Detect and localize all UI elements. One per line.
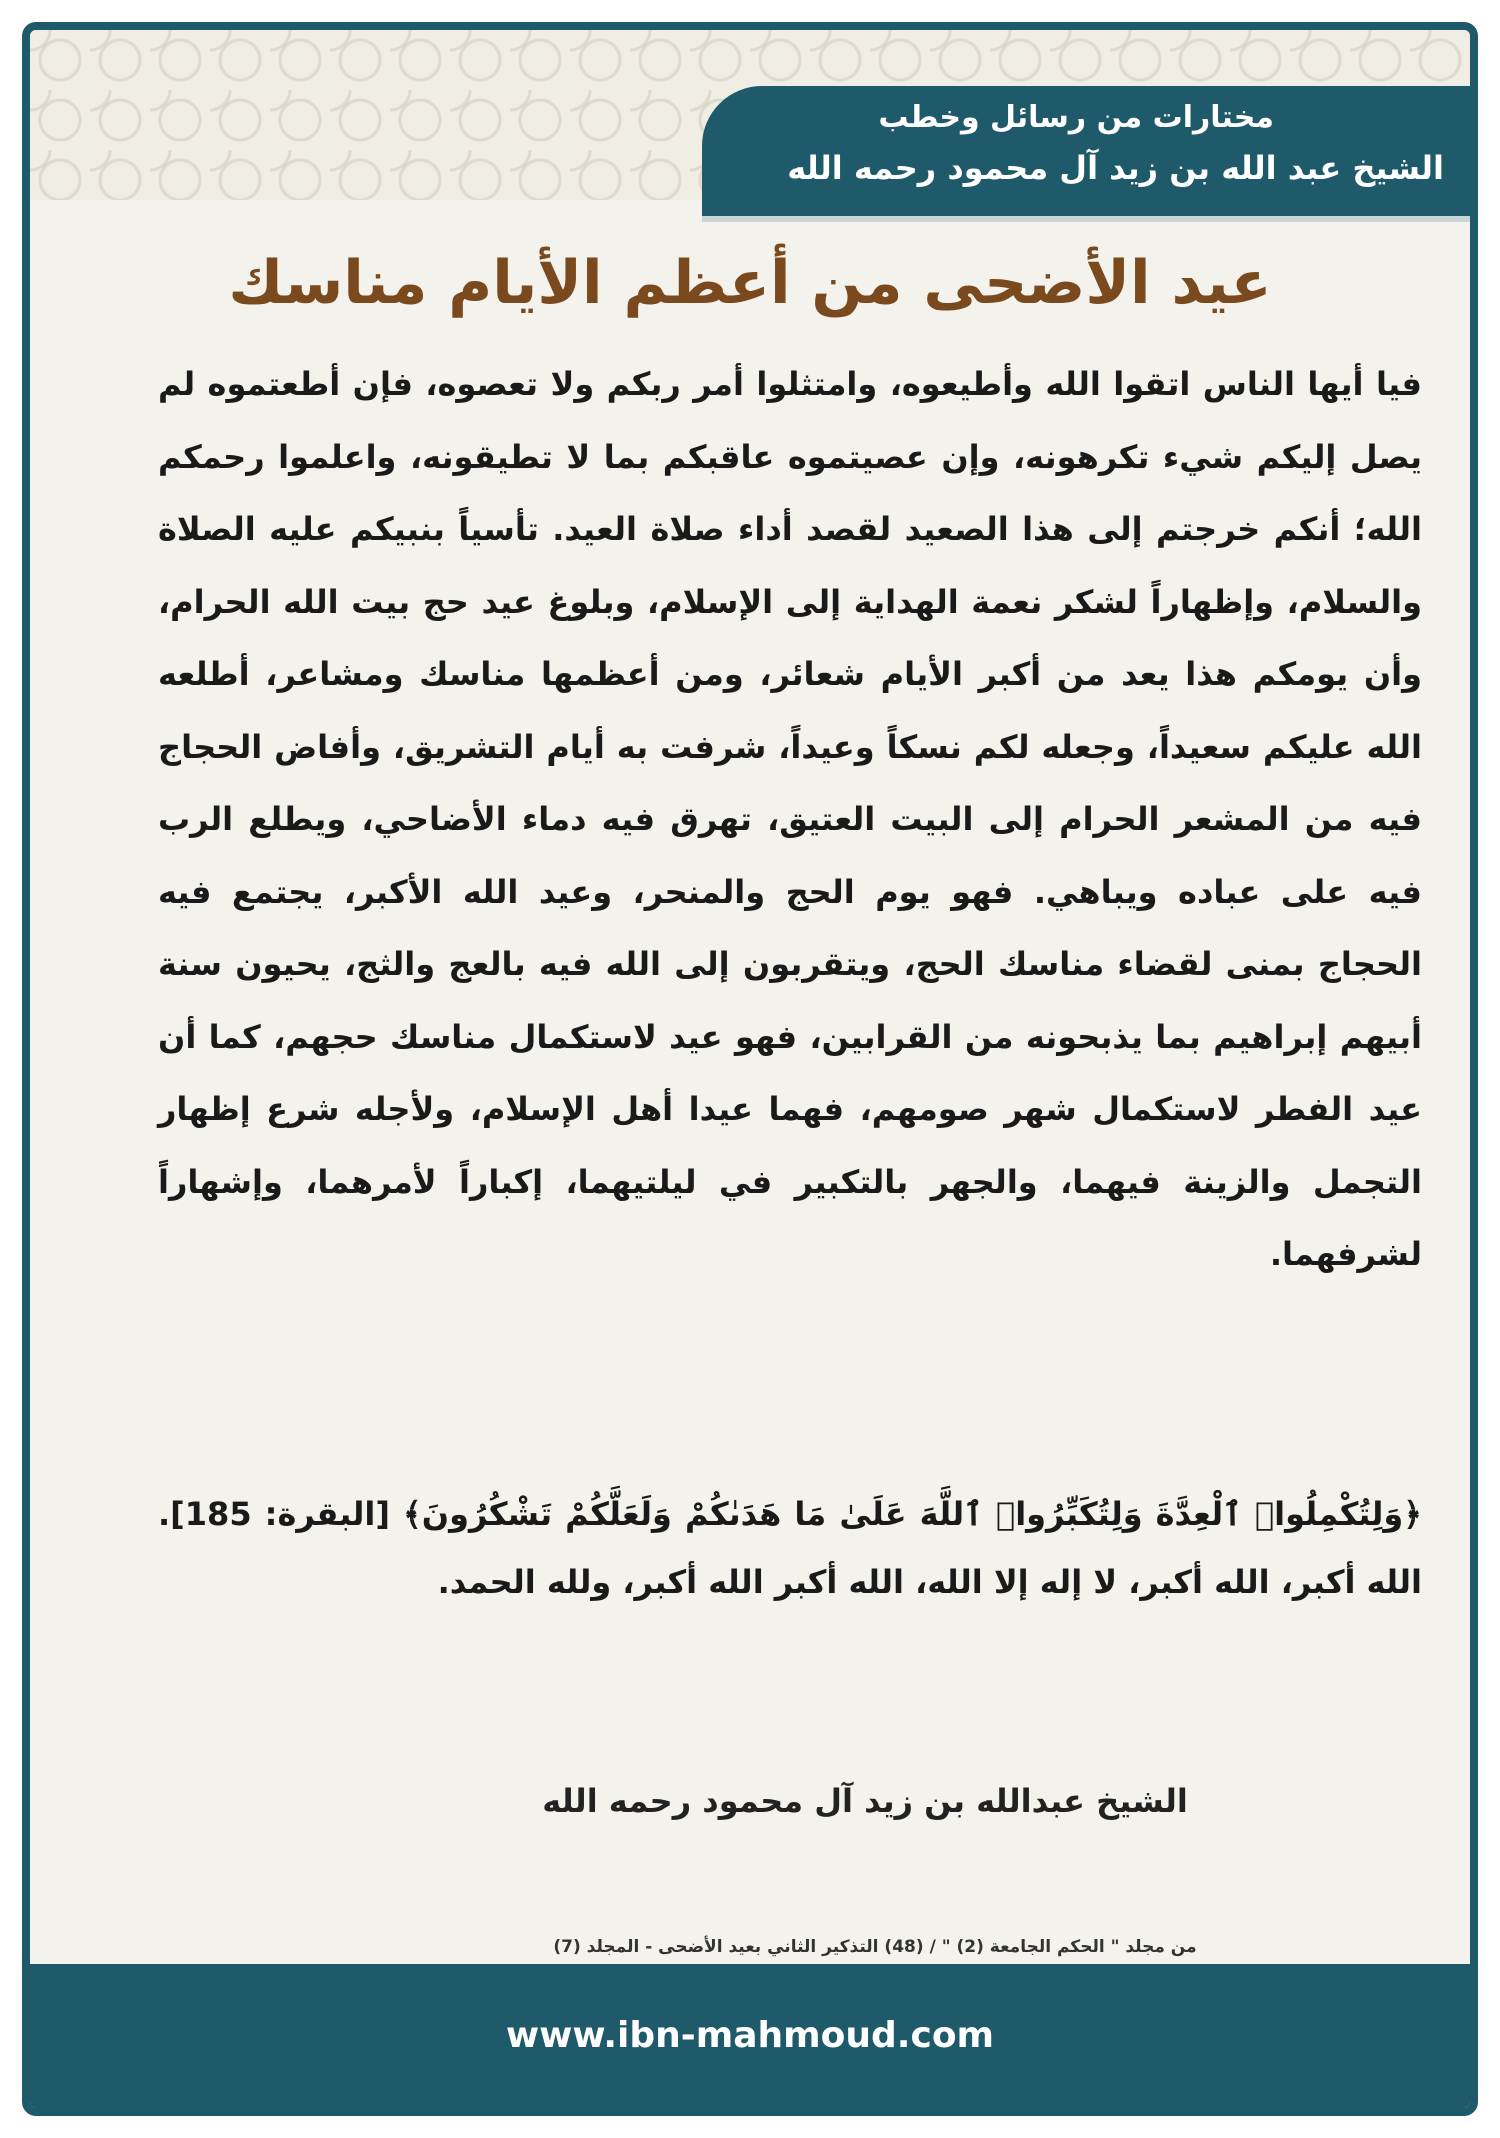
source-reference: من مجلد " الحكم الجامعة (2) " / (48) التذكير الثاني بعيد الأضحى - المجلد (7) [553, 1937, 1197, 1957]
quran-verse: ﴿وَلِتُكْمِلُوا۟ ٱلْعِدَّةَ وَلِتُكَبِّرُوا۟ ٱللَّهَ عَلَىٰ مَا هَدَىٰكُمْ وَلَعَلَّكُمْ تَشْكُرُونَ﴾ [403, 1495, 1423, 1533]
page-frame [22, 22, 1478, 2116]
author-title: الشيخ عبد الله بن زيد آل محمود رحمه الله [787, 149, 1444, 187]
series-title: مختارات من رسائل وخطب [878, 100, 1274, 135]
website-link[interactable]: www.ibn-mahmoud.com [505, 2015, 995, 2056]
quran-citation: [البقرة: 185]. الله أكبر، الله أكبر، لا إله إلا الله، الله أكبر الله أكبر، ولله الحمد. [158, 1495, 1422, 1601]
header-banner [702, 86, 1470, 222]
signature: الشيخ عبدالله بن زيد آل محمود رحمه الله [542, 1782, 1188, 1820]
sermon-body: فيا أيها الناس اتقوا الله وأطيعوه، وامتثلوا أمر ربكم ولا تعصوه، فإن أطعتموه لم يصل إليكم شيء تكرهونه، وإن عصيتموه عاقبكم بما لا تطيقونه، واعلموا رحمكم الله؛ أنكم خرجتم إلى هذا الصعيد لقصد أداء صلاة العيد. تأسياً بنبيكم عليه الصلاة والسلام، وإظهاراً لشكر نعمة الهداية إلى الإسلام، وبلوغ عيد حج بيت الله الحرام، وأن يومكم هذا يعد من أكبر الأيام شعائر، ومن أعظمها مناسك ومشاعر، أطلعه الله عليكم سعيداً، وجعله لكم نسكاً وعيداً، شرفت به أيام التشريق، وأفاض الحجاج فيه من المشعر الحرام إلى البيت العتيق، تهرق فيه دماء الأضاحي، ويطلع الرب فيه على عباده ويباهي. فهو يوم الحج والمنحر، وعيد الله الأكبر، يجتمع فيه الحجاج بمنى لقضاء مناسك الحج، ويتقربون إلى الله فيه بالعج والثج، يحيون سنة أبيهم إبراهيم بما يذبحونه من القرابين، فهو عيد لاستكمال مناسك حجهم، كما أن عيد الفطر لاستكمال شهر صومهم، فهما عيدا أهل الإسلام، ولأجله شرع إظهار التجمل والزينة فيهما، والجهر بالتكبير في ليلتيهما، إكباراً لأمرهما، وإشهاراً لشرفهما. [158, 365, 1422, 1273]
page-title: عيد الأضحى من أعظم الأيام مناسك [228, 248, 1272, 318]
footer-bar [30, 1964, 1470, 2108]
quran-quote [158, 1480, 1422, 1616]
